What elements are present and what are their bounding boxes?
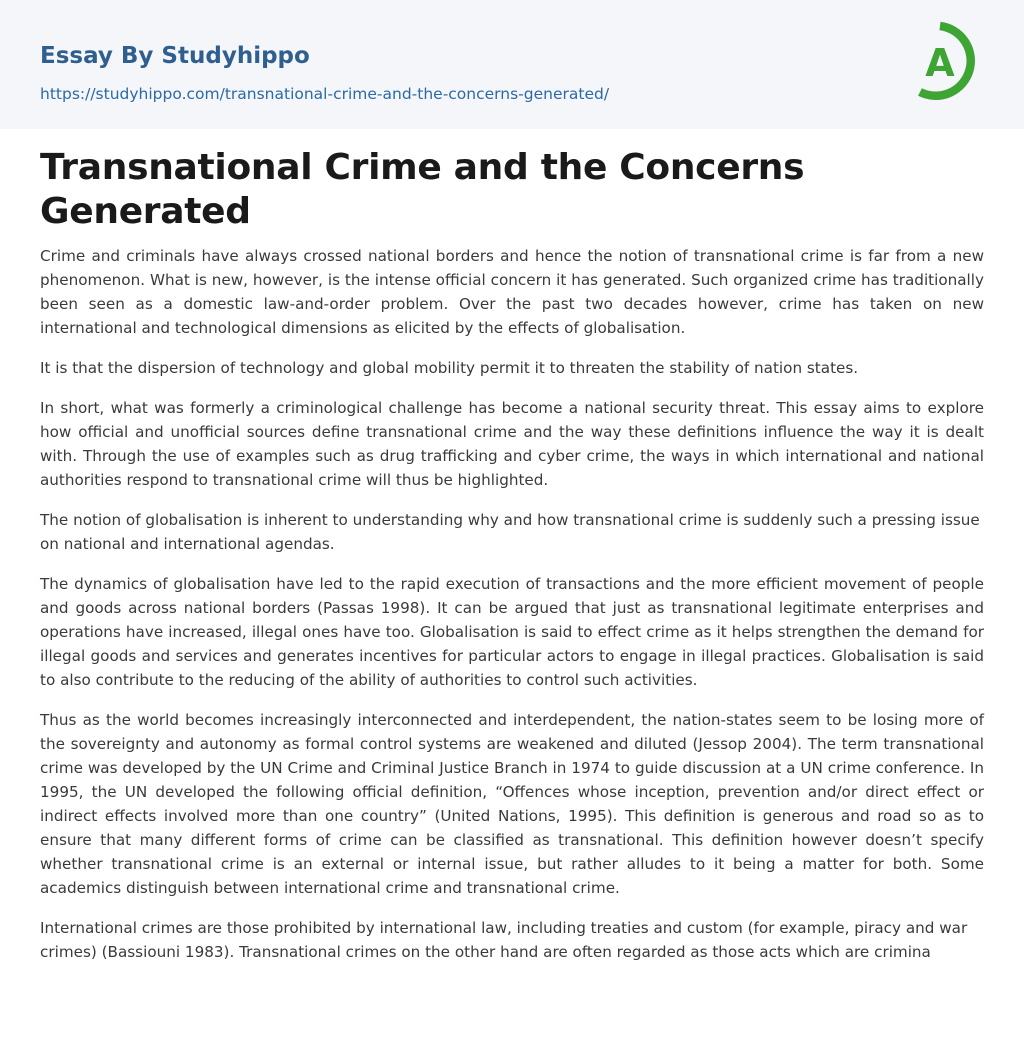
essay-body (40, 244, 984, 964)
essay-paragraph: In short, what was formerly a criminological challenge has become a national security threat. This essay aims to explore how official and unofficial sources define transnational crime and the way these definitions influence the way it is dealt with. Through the use of examples such as drug trafficking and cyber crime, the ways in which international and national authorities respond to transnational crime will thus be highlighted. (40, 399, 984, 489)
logo-letter: A (925, 41, 955, 85)
essay-paragraph: It is that the dispersion of technology and global mobility permit it to threaten the stability of nation states. (40, 359, 859, 377)
essay-paragraph: The dynamics of globalisation have led to the rapid execution of transactions and the more efficient movement of people and goods across national borders (Passas 1998). It can be argued that just as transnational legitimate enterprises and operations have increased, illegal ones have too. Globalisation is said to effect crime as it helps strengthen the demand for illegal goods and services and generates incentives for particular actors to engage in illegal practices. Globalisation is said to also contribute to the reducing of the ability of authorities to control such activities. (40, 575, 984, 689)
article-content (0, 129, 1024, 964)
essay-paragraph: Crime and criminals have always crossed national borders and hence the notion of transnational crime is far from a new phenomenon. What is new, however, is the intense official concern it has generated. Such organized crime has traditionally been seen as a domestic law-and-order problem. Over the past two decades however, crime has taken on new international and technological dimensions as elicited by the effects of globalisation. (40, 247, 984, 337)
brand-title[interactable]: Essay By Studyhippo (40, 43, 310, 69)
site-header (0, 0, 1024, 129)
essay-paragraph: Thus as the world becomes increasingly interconnected and interdependent, the nation-states seem to be losing more of the sovereignty and autonomy as formal control systems are weakened and diluted (Jessop 2004). The term transnational crime was developed by the UN Crime and Criminal Justice Branch in 1974 to guide discussion at a UN crime conference. In 1995, the UN developed the following official definition, “Offences whose inception, prevention and/or direct effect or indirect effects involved more than one country” (United Nations, 1995). This definition is generous and road so as to ensure that many different forms of crime can be classified as transnational. This definition however doesn’t specify whether transnational crime is an external or internal issue, but rather alludes to it being a matter for both. Some academics distinguish between international crime and transnational crime. (40, 711, 984, 897)
essay-title: Transnational Crime and the Concerns Generated (40, 147, 805, 232)
essay-paragraph: International crimes are those prohibited by international law, including treaties and custom (for example, piracy and war crimes) (Bassiouni 1983). Transnational crimes on the other hand are often regarded as those acts which are crimina (40, 919, 968, 961)
studyhippo-logo-icon[interactable] (912, 19, 986, 105)
essay-paragraph: The notion of globalisation is inherent to understanding why and how transnational crime is suddenly such a pressing issue on national and international agendas. (40, 511, 980, 553)
essay-url-link[interactable]: https://studyhippo.com/transnational-crime-and-the-concerns-generated/ (40, 85, 610, 103)
